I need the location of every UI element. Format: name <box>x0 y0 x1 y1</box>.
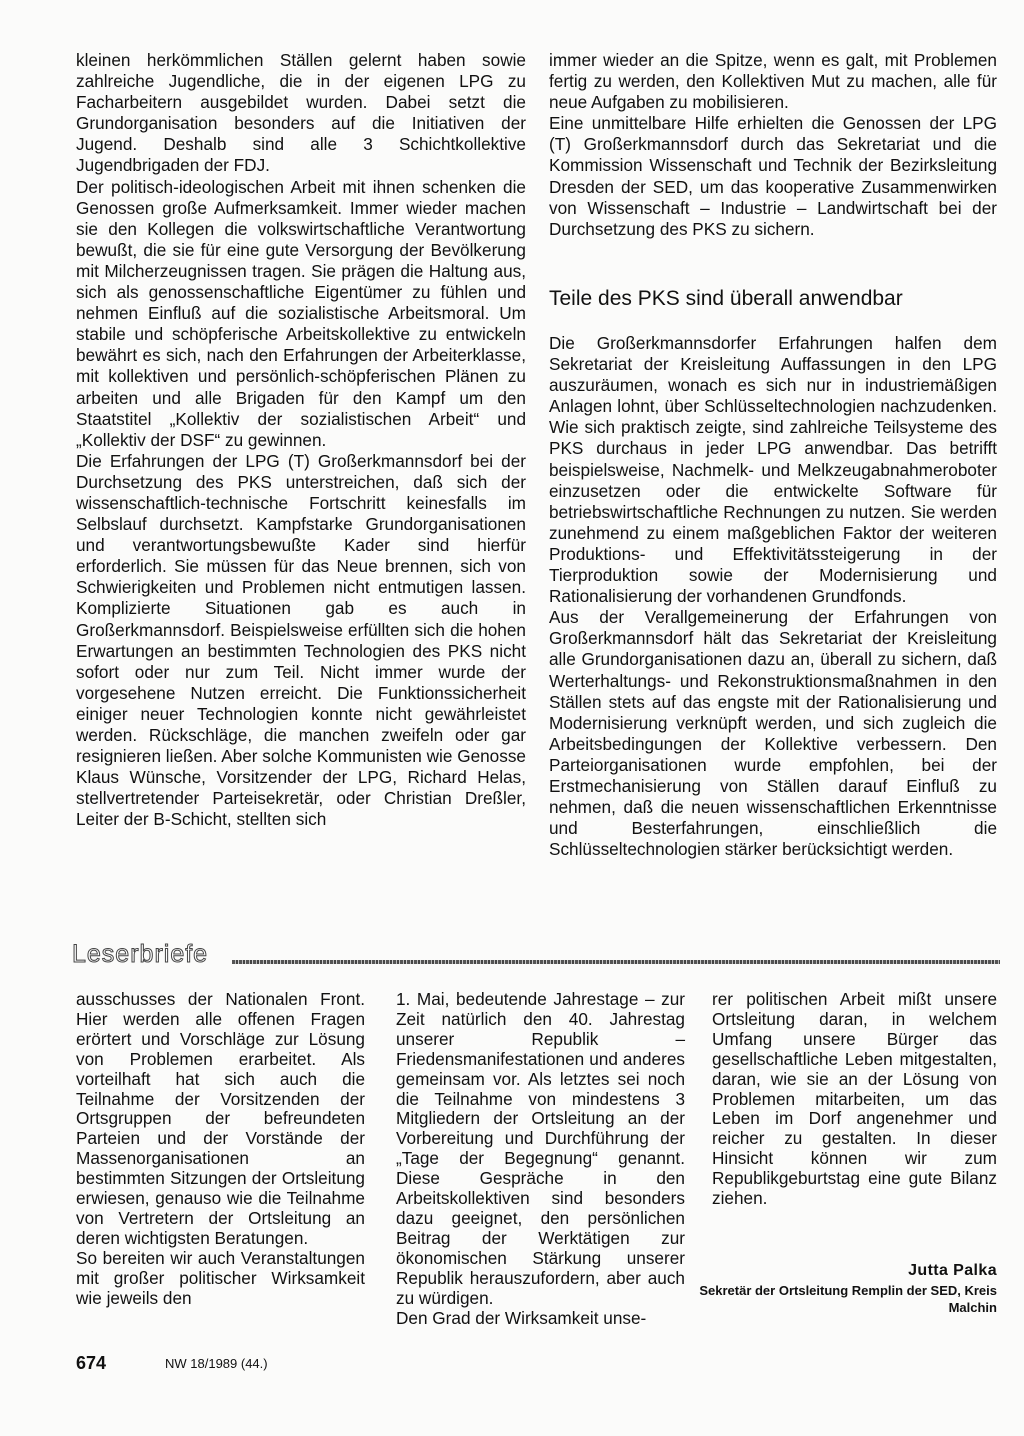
letters-label: Leserbriefe <box>72 940 209 968</box>
letters-column-3 <box>712 990 997 1209</box>
article-column-2 <box>549 50 997 240</box>
paragraph: immer wieder an die Spitze, wenn es galt, mit Problemen fertig zu werden, den Kollektiven Mut zu machen, alle für neue Aufgaben zu mobilisieren. <box>549 50 997 113</box>
paragraph: Aus der Verallgemeinerung der Erfahrungen von Großerkmannsdorf hält das Sekretariat der Kreisleitung alle Grundorganisationen dazu an, überall zu sichern, daß Werterhaltungs- und Rekonstruktionsmaßnahmen in den Ställen stets auf das engste mit der Rationalisierung und Modernisierung verknüpft werden, und sich zugleich die Arbeitsbedingungen der Kollektive verbessern. Den Parteiorganisationen wurde empfohlen, bei der Erstmechanisierung von Ställen darauf Einfluß zu nehmen, daß die neuen wissenschaftlichen Erkenntnisse und Besterfahrungen, einschließlich die Schlüsseltechnologien stärker berücksichtigt werden. <box>549 607 997 860</box>
issue-label: NW 18/1989 (44.) <box>165 1356 268 1371</box>
signature-block <box>680 1260 997 1316</box>
page-number: 674 <box>76 1353 107 1373</box>
paragraph: Der politisch-ideologischen Arbeit mit ihnen schenken die Genossen große Aufmerksamkeit. Immer wieder machen sie den Kollegen die volkswirtschaftliche Verantwortung bewußt, die sie für eine gute Versorgung der Bevölkerung mit Milcherzeugnissen tragen. Sie prägen die Haltung aus, sich als genossenschaftliche Eigentümer zu fühlen und nehmen Einfluß auf die sozialistische Arbeitsmoral. Um stabile und schöpferische Arbeitskollektive zu entwickeln bewährt es sich, nach den Erfahrungen der Arbeiterklasse, mit kollektiven und persönlich-schöpferischen Plänen zu arbeiten und alle Brigaden für den Kampf um den Staatstitel „Kollektiv der sozialistischen Arbeit“ und „Kollektiv der DSF“ zu gewinnen. <box>76 176 526 450</box>
paragraph: Die Großerkmannsdorfer Erfahrungen halfen dem Sekretariat der Kreisleitung Auffassungen in den LPG auszuräumen, wonach es sich nur in industriemäßigen Anlagen lohnt, über Schlüsseltechnologien nachzudenken. Wie sich praktisch zeigte, sind zahlreiche Teilsysteme des PKS durchaus in jeder LPG anwendbar. Das betrifft beispielsweise, Nachmelk- und Melkzeugabnahmeroboter einzusetzen oder die entwickelte Software für betriebswirtschaftliche Rechnungen zu nutzen. Sie werden zunehmend zu einem maßgeblichen Faktor der weiteren Produktions- und Effektivitätssteigerung in der Tierproduktion sowie der Modernisierung und Rationalisierung der vorhandenen Grundfonds. <box>549 333 997 607</box>
banner-rule <box>232 960 1000 964</box>
section-heading: Teile des PKS sind überall anwendbar <box>549 287 903 310</box>
paragraph: kleinen herkömmlichen Ställen gelernt haben sowie zahlreiche Jugendliche, die in der eigenen LPG zu Facharbeitern ausgebildet wurden. Dabei setzt die Grundorganisation besonders auf die Initiativen der Jugend. Deshalb sind alle 3 Schichtkollektive Jugendbrigaden der FDJ. <box>76 50 526 176</box>
paragraph: Die Erfahrungen der LPG (T) Großerkmannsdorf bei der Durchsetzung des PKS unterstreichen, daß sich der wissenschaftlich-technische Fortschritt keinesfalls im Selbslauf durchsetzt. Kampfstarke Grundorganisationen und verantwortungsbewußte Kader sind hierfür erforderlich. Sie müssen für das Neue brennen, sich von Schwierigkeiten und Problemen nicht entmutigen lassen. Komplizierte Situationen gab es auch in Großerkmannsdorf. Beispielsweise erfüllten sich die hohen Erwartungen an bestimmten Technologien des PKS nicht sofort oder nur zum Teil. Nicht immer wurde der vorgesehene Nutzen erreicht. Die Funktionssicherheit einiger neuer Technologien konnte nicht gewährleistet werden. Rückschläge, die manchen zweifeln oder gar resignieren ließen. Aber solche Kommunisten wie Genosse Klaus Wünsche, Vorsitzender der LPG, Richard Helas, stellvertretender Parteisekretär, oder Christian Dreßler, Leiter der B-Schicht, stellten sich <box>76 450 526 830</box>
letters-column-1 <box>76 990 365 1309</box>
paragraph: So bereiten wir auch Veranstaltungen mit großer politischer Wirksamkeit wie jeweils den <box>76 1247 365 1308</box>
signature-role: Sekretär der Ortsleitung Remplin der SED, Kreis Malchin <box>699 1283 997 1315</box>
paragraph: 1. Mai, bedeutende Jahrestage – zur Zeit natürlich den 40. Jahrestag unserer Republik – Friedensmanifestationen und anderes gemeinsam vor. Als letztes sei noch die Teilnahme von mindestens 3 Mitgliedern der Ortsleitung an der Vorbereitung und Durchführung der „Tage der Begegnung“ genannt. Diese Gespräche in den Arbeitskollektiven sind besonders dazu geeignet, den persönlichen Beitrag der Werktätigen zur ökonomischen Stärkung unserer Republik herauszufordern, aber auch zu würdigen. <box>396 989 685 1308</box>
article-column-1 <box>76 50 526 830</box>
letters-column-2 <box>396 990 685 1328</box>
article-column-2-continued <box>549 333 997 860</box>
signature-name: Jutta Palka <box>908 1262 997 1279</box>
paragraph: ausschusses der Nationalen Front. Hier werden alle offenen Fragen erörtert und Vorschläge zur Lösung von Problemen erarbeitet. Als vorteilhaft hat sich auch die Teilnahme der Vorsitzenden der Ortsgruppen der befreundeten Parteien und der Vorstände der Massenorganisationen an bestimmten Sitzungen der Ortsleitung erwiesen, genauso wie die Teilnahme von Vertretern der Ortsleitung an deren wichtigsten Beratungen. <box>76 989 365 1248</box>
paragraph: rer politischen Arbeit mißt unsere Ortsleitung daran, in welchem Umfang unsere Bürger das gesellschaftliche Leben mitgestalten, daran, wie sie an der Lösung von Problemen mitarbeiten, um das Leben im Dorf angenehmer und reicher zu gestalten. In dieser Hinsicht können wir zum Republikgeburtstag eine gute Bilanz ziehen. <box>712 989 997 1209</box>
paragraph: Eine unmittelbare Hilfe erhielten die Genossen der LPG (T) Großerkmannsdorf durch das Sekretariat und die Kommission Wissenschaft und Technik der Bezirksleitung Dresden der SED, um das kooperative Zusammenwirken von Wissenschaft – Industrie – Landwirtschaft bei der Durchsetzung des PKS zu sichern. <box>549 113 997 239</box>
paragraph: Den Grad der Wirksamkeit unse- <box>396 1307 647 1328</box>
letters-banner <box>72 940 1000 976</box>
